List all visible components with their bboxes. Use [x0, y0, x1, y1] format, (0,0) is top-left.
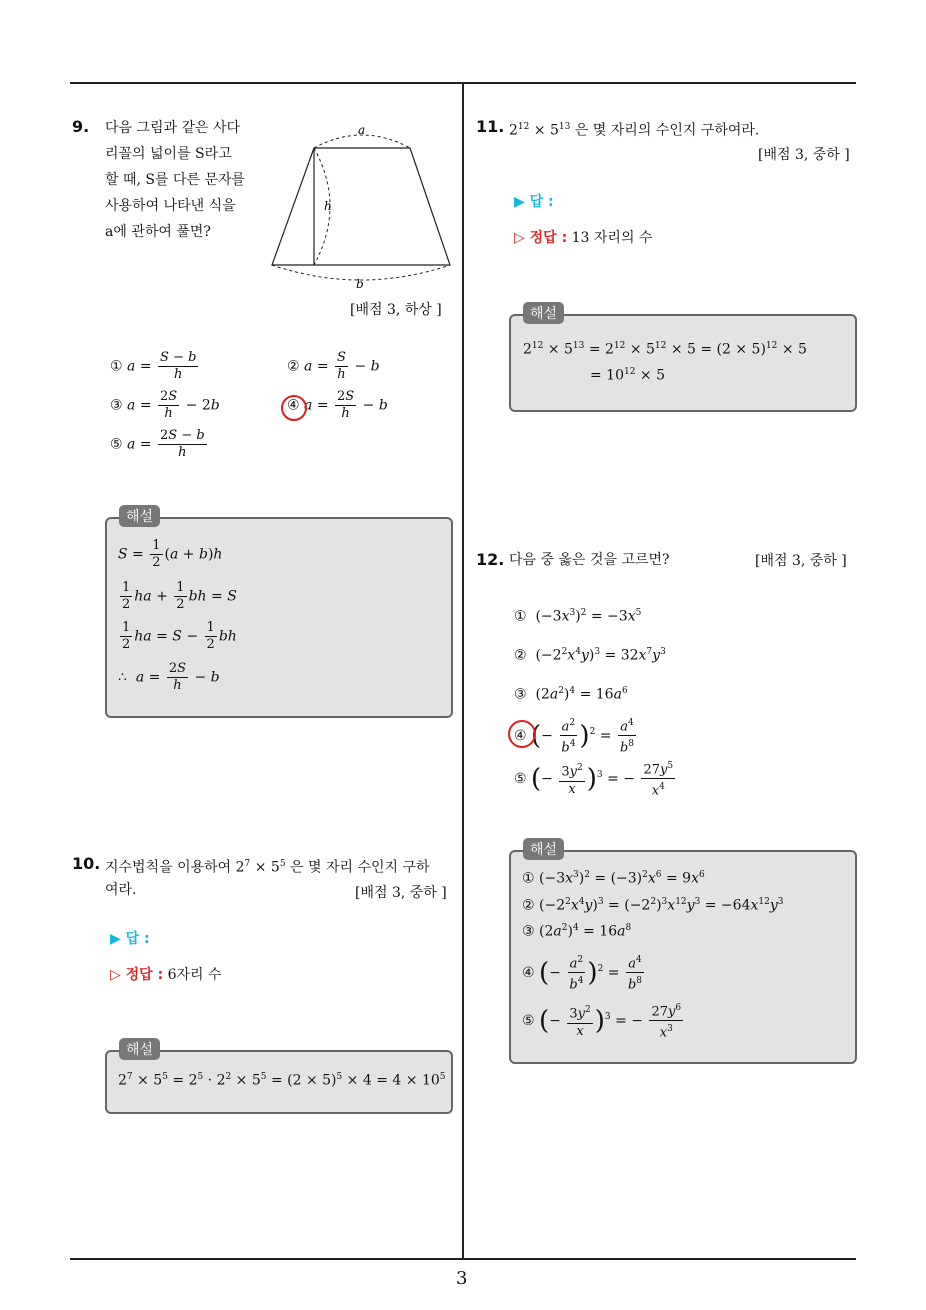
- q12-choice-1[interactable]: ① $(-3x^3)^2 = -3x^5$: [514, 608, 642, 625]
- q11-number: 11.: [476, 117, 505, 136]
- q11-correct-label: ▷ 정답 :: [514, 230, 568, 246]
- q10-score: [배점 3, 중하 ]: [355, 885, 447, 901]
- q9-solution-line: $\frac{1}{2}$ ha + $\frac{1}{2}$ bh = S: [122, 580, 237, 612]
- q9-choice-2[interactable]: ② a = $\frac{S}{h}$ − b: [287, 350, 380, 382]
- q9-choice-1[interactable]: ① a = $\frac{S - b}{h}$: [110, 350, 197, 382]
- q9-solution-tag: 해설: [119, 505, 160, 527]
- q10-solution-line: $2^7 \times 5^5 = 2^5 \cdot 2^2 \times 5^5 = (2 \times 5)^5 \times 4 = 4 \times 10^5$: [118, 1072, 446, 1089]
- q11-score: [배점 3, 중하 ]: [758, 147, 850, 163]
- figure-label-a: a: [358, 123, 366, 137]
- q12-choice-3[interactable]: ③ $(2a^2)^4 = 16a^6$: [514, 686, 628, 703]
- q9-text-line: 다음 그림과 같은 사다: [105, 120, 241, 136]
- q9-choice-3[interactable]: ③ a = $\frac{2S}{h}$ − 2b: [110, 389, 220, 421]
- q10-correct-label: ▷ 정답 :: [110, 967, 164, 983]
- q11-solution-box: [509, 314, 857, 412]
- q12-choice-2[interactable]: ② $(-2^2x^4y)^3 = 32x^7y^3$: [514, 647, 666, 664]
- q9-text-line: a에 관하여 풀면?: [105, 224, 211, 240]
- q9-solution-line: ∴ a = $\frac{2S}{h}$ − b: [118, 661, 220, 693]
- q9-solution-line: $\frac{1}{2}$ ha = S − $\frac{1}{2}$ bh: [122, 620, 237, 652]
- q9-solution-line: S = $\frac{1}{2}$ (a + b)h: [118, 538, 223, 570]
- q11-solution-line: $2^{12} \times 5^{13} = 2^{12} \times 5^{12} \times 5 = (2 \times 5)^{12} \times 5$: [523, 341, 807, 358]
- q10-correct-value: 6자리 수: [167, 967, 222, 983]
- q9-choice-5[interactable]: ⑤ a = $\frac{2S - b}{h}$: [110, 428, 205, 460]
- q10-correct: [110, 964, 222, 984]
- q9-text-line: 할 때, S를 다른 문자를: [105, 172, 246, 188]
- q10-text-line2: 여라.: [105, 882, 137, 898]
- q12-solution-line: ② $(-2^2x^4y)^3 = (-2^2)^3x^{12}y^3 = -64x^{12}y^3$: [522, 897, 784, 914]
- q11-answer-label: ▶ 답 :: [514, 194, 554, 210]
- q10-solution-tag: 해설: [119, 1038, 160, 1060]
- q9-selected-mark: [281, 395, 307, 421]
- q10-answer-label: ▶ 답 :: [110, 931, 150, 947]
- q12-solution-line: ① $(-3x^3)^2 = (-3)^2x^6 = 9x^6$: [522, 870, 705, 887]
- trapezoid-figure: [268, 120, 458, 295]
- q9-choice-4[interactable]: ④ a = $\frac{2S}{h}$ − b: [287, 389, 388, 421]
- q12-solution-tag: 해설: [523, 838, 564, 860]
- q11-correct: [514, 227, 652, 247]
- q9-text: [105, 115, 265, 245]
- q12-solution-line: ⑤ (− $\frac{3y^2}{x}$ )$^3$ = − $\frac{27y^6}{x^3}$: [522, 1000, 685, 1042]
- q12-score: [배점 3, 중하 ]: [755, 553, 847, 569]
- page-number: 3: [456, 1268, 468, 1289]
- q9-number: 9.: [72, 117, 90, 136]
- q9-score: [배점 3, 하상 ]: [350, 302, 442, 318]
- q12-text: 다음 중 옳은 것을 고르면?: [509, 552, 670, 568]
- q9-text-line: 사용하여 나타낸 식을: [105, 198, 236, 214]
- figure-label-h: h: [324, 199, 332, 213]
- q11-solution-line: = $10^{12} \times 5$: [590, 367, 665, 384]
- q11-correct-value: 13 자리의 수: [571, 230, 653, 246]
- q12-number: 12.: [476, 550, 505, 569]
- column-divider: [462, 82, 464, 1259]
- q10-text-line1: 지수법칙을 이용하여 $2^7 \times 5^5$ 은 몇 자리 수인지 구하: [105, 859, 430, 876]
- q12-solution-line: ③ $(2a^2)^4 = 16a^8$: [522, 923, 632, 940]
- q12-choice-5[interactable]: ⑤ (− $\frac{3y^2}{x}$ )$^3$ = − $\frac{27y^5}{x^4}$: [514, 758, 677, 800]
- bottom-rule: [70, 1258, 856, 1260]
- q12-selected-mark: [508, 720, 536, 748]
- q12-choice-4[interactable]: ④ (− $\frac{a^2}{b^4}$ )$^2$ = $\frac{a^4}{b^8}$: [514, 715, 638, 757]
- q9-text-line: 리꼴의 넓이를 S라고: [105, 146, 232, 162]
- figure-label-b: b: [356, 277, 364, 291]
- q10-number: 10.: [72, 854, 101, 873]
- q12-solution-line: ④ (− $\frac{a^2}{b^4}$ )$^2$ = $\frac{a^4}{b^8}$: [522, 952, 646, 994]
- q11-text: $2^{12} \times 5^{13}$ 은 몇 자리의 수인지 구하여라.: [509, 122, 760, 139]
- q11-solution-tag: 해설: [523, 302, 564, 324]
